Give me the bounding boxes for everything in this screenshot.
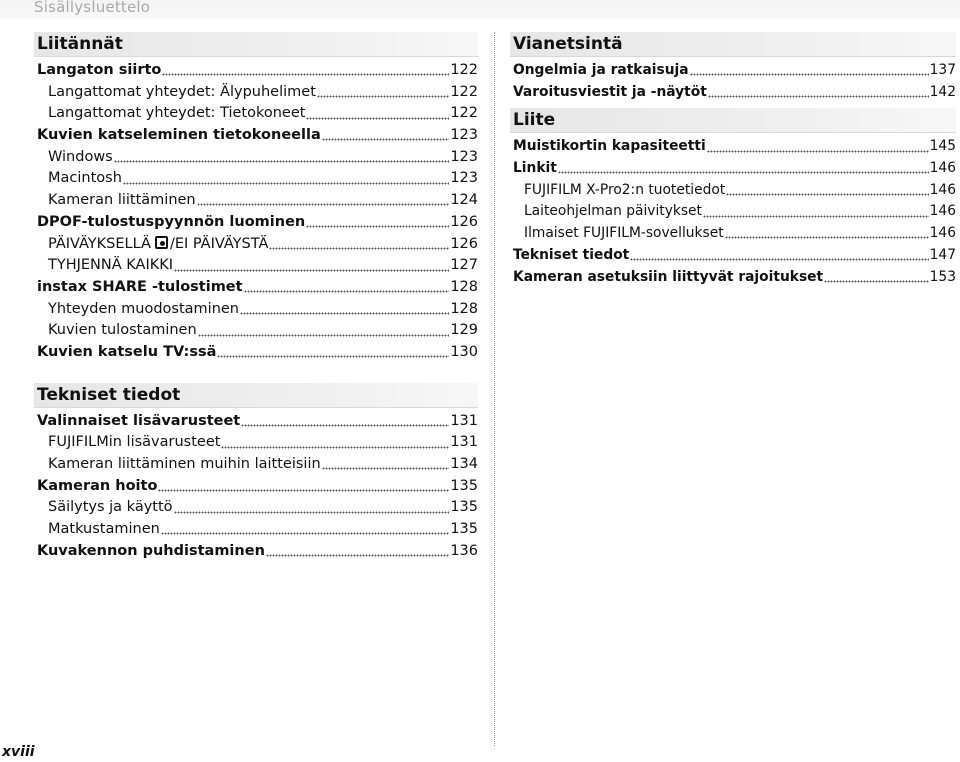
toc-page-number: 153	[929, 268, 956, 285]
section-title: Liite	[510, 108, 956, 133]
section-title: Liitännät	[34, 32, 478, 57]
toc-entry-label: instax SHARE -tulostimet	[37, 278, 243, 295]
toc-page-number: 122	[450, 105, 478, 122]
toc-entry-label: Varoitusviestit ja -näytöt	[513, 83, 707, 100]
toc-entry-label: Kameran liittäminen	[48, 192, 196, 209]
toc-entry[interactable]	[34, 476, 478, 498]
dot-leader	[241, 424, 449, 427]
toc-entry[interactable]	[510, 136, 956, 158]
toc-entry[interactable]	[34, 342, 478, 364]
toc-page-number: 135	[450, 477, 478, 494]
toc-entry-label: DPOF-tulostuspyynnön luominen	[37, 213, 306, 230]
toc-entry[interactable]	[510, 267, 956, 289]
toc-entry-label	[48, 234, 268, 256]
toc-section-liitannat	[34, 32, 478, 364]
dot-leader	[161, 532, 450, 535]
toc-entry-label: Kuvien katseleminen tietokoneella	[37, 127, 321, 144]
toc-page-number: 131	[450, 412, 478, 429]
toc-page-number: 123	[450, 148, 478, 165]
toc-page-number: 124	[450, 192, 478, 209]
toc-page-number: 123	[450, 127, 478, 144]
toc-page-number: 128	[450, 300, 478, 317]
dot-leader	[824, 280, 929, 283]
toc-entry-label: Kuvakennon puhdistaminen	[37, 542, 265, 559]
toc-entry-label: Valinnaiset lisävarusteet	[37, 412, 241, 429]
toc-page-number: 136	[450, 542, 478, 559]
toc-entry-label-before: PÄIVÄYKSELLÄ	[48, 235, 151, 252]
dot-leader	[217, 355, 449, 358]
toc-entry-label: Yhteyden muodostaminen	[48, 300, 239, 317]
toc-entry-label: Linkit	[513, 160, 557, 177]
toc-section-liite	[510, 108, 956, 288]
dot-leader	[322, 138, 450, 141]
toc-entry-label: Kuvien tulostaminen	[48, 322, 197, 339]
toc-entry-label: Langaton siirto	[37, 62, 162, 78]
toc-entry[interactable]	[34, 299, 478, 321]
toc-right-column	[510, 32, 956, 288]
dot-leader	[690, 73, 929, 76]
toc-page-number: 145	[929, 138, 956, 155]
toc-entry-label: Kuvien katselu TV:ssä	[37, 343, 217, 360]
toc-entry-label: Windows	[48, 148, 113, 165]
toc-page-number: 146	[929, 225, 956, 242]
toc-left-column	[34, 32, 478, 562]
dot-leader	[266, 554, 449, 557]
toc-entry[interactable]	[34, 277, 478, 299]
toc-entry[interactable]	[34, 234, 478, 256]
toc-entry[interactable]	[34, 411, 478, 433]
dot-leader	[708, 95, 929, 98]
toc-entry[interactable]	[34, 255, 478, 277]
toc-entry-label: Muistikortin kapasiteetti	[513, 138, 706, 155]
toc-entry-label: FUJIFILM X-Pro2:n tuotetiedot	[524, 181, 726, 198]
toc-page-number: 122	[450, 83, 478, 100]
toc-section-tekniset-tiedot	[34, 383, 478, 563]
toc-entry-label: Ilmaiset FUJIFILM-sovellukset	[524, 225, 724, 242]
toc-page-number: 126	[450, 235, 478, 252]
toc-entry[interactable]	[34, 320, 478, 342]
toc-page-number: 129	[450, 322, 478, 339]
toc-page-number: 146	[929, 160, 956, 177]
column-divider	[494, 32, 495, 746]
toc-page-number: 127	[450, 257, 478, 274]
toc-page-number: 130	[450, 343, 478, 360]
toc-entry-label-after: /EI PÄIVÄYSTÄ	[169, 235, 269, 252]
dot-leader	[174, 269, 449, 272]
date-stamp-icon	[155, 236, 168, 249]
dot-leader	[558, 171, 929, 174]
dot-leader	[269, 247, 449, 250]
toc-entry[interactable]	[34, 454, 478, 476]
toc-entry-label: Ongelmia ja ratkaisuja	[513, 62, 689, 78]
toc-entry[interactable]	[34, 168, 478, 190]
dot-leader	[322, 467, 450, 470]
dot-leader	[221, 446, 449, 449]
toc-entry-label: Tekniset tiedot	[513, 246, 630, 263]
dot-leader	[703, 215, 929, 218]
toc-page-number: 131	[450, 434, 478, 451]
toc-entry[interactable]	[510, 82, 956, 104]
toc-page-number: 135	[450, 521, 478, 538]
toc-page-number: 134	[450, 456, 478, 472]
toc-page-number: 142	[929, 83, 956, 100]
toc-entry-label: Langattomat yhteydet: Tietokoneet	[48, 105, 306, 122]
toc-entry[interactable]	[34, 519, 478, 541]
toc-entry-label: Kameran hoito	[37, 477, 158, 494]
dot-leader	[198, 334, 450, 337]
toc-entry[interactable]	[34, 60, 478, 82]
toc-entry-label: Macintosh	[48, 170, 122, 187]
toc-entry[interactable]	[510, 223, 956, 245]
page-header-title: Sisällysluettelo	[34, 0, 151, 16]
toc-entry[interactable]	[34, 432, 478, 454]
toc-section-vianetsinta	[510, 32, 956, 103]
toc-entry[interactable]	[34, 212, 478, 234]
toc-entry-label: Matkustaminen	[48, 521, 160, 538]
toc-entry-label: TYHJENNÄ KAIKKI	[48, 257, 174, 274]
toc-entry-label: Kameran asetuksiin liittyvät rajoitukset	[513, 268, 824, 285]
toc-page-number: 147	[929, 246, 956, 263]
toc-entry[interactable]	[34, 82, 478, 104]
dot-leader	[114, 160, 450, 163]
dot-leader	[158, 489, 449, 492]
toc-page-number: 135	[450, 499, 478, 516]
toc-page-number: 126	[450, 213, 478, 230]
dot-leader	[123, 182, 449, 185]
toc-page-number: 128	[450, 278, 478, 295]
toc-entry[interactable]	[34, 147, 478, 169]
toc-entry[interactable]	[510, 245, 956, 267]
dot-leader	[244, 290, 450, 293]
dot-leader	[162, 73, 449, 76]
toc-page-number: 122	[450, 62, 478, 78]
dot-leader	[726, 193, 928, 196]
toc-entry[interactable]	[34, 190, 478, 212]
dot-leader	[306, 117, 449, 120]
section-title: Vianetsintä	[510, 32, 956, 57]
toc-entry[interactable]	[34, 125, 478, 147]
toc-entry-label: FUJIFILMin lisävarusteet	[48, 434, 221, 451]
dot-leader	[197, 203, 450, 206]
toc-entry[interactable]	[510, 201, 956, 223]
toc-entry[interactable]	[34, 497, 478, 519]
page-header	[0, 0, 960, 18]
dot-leader	[306, 225, 449, 228]
page-number: xviii	[2, 744, 35, 760]
toc-page-number: 137	[929, 62, 956, 78]
dot-leader	[174, 511, 450, 514]
dot-leader	[630, 258, 928, 261]
toc-page-number: 123	[450, 170, 478, 187]
toc-page-number: 146	[929, 203, 956, 220]
toc-entry-label: Kameran liittäminen muihin laitteisiin	[48, 456, 321, 472]
toc-entry[interactable]	[510, 180, 956, 202]
dot-leader	[725, 236, 929, 239]
toc-entry[interactable]	[34, 103, 478, 125]
toc-page-number: 146	[929, 181, 956, 198]
toc-entry-label: Langattomat yhteydet: Älypuhelimet	[48, 83, 316, 100]
toc-entry-label: Laiteohjelman päivitykset	[524, 203, 702, 220]
toc-entry[interactable]	[510, 60, 956, 82]
toc-entry[interactable]	[510, 158, 956, 180]
dot-leader	[317, 95, 449, 98]
section-title: Tekniset tiedot	[34, 383, 478, 408]
toc-entry[interactable]	[34, 541, 478, 563]
toc-entry-label: Säilytys ja käyttö	[48, 499, 173, 516]
dot-leader	[707, 150, 929, 153]
dot-leader	[240, 312, 449, 315]
